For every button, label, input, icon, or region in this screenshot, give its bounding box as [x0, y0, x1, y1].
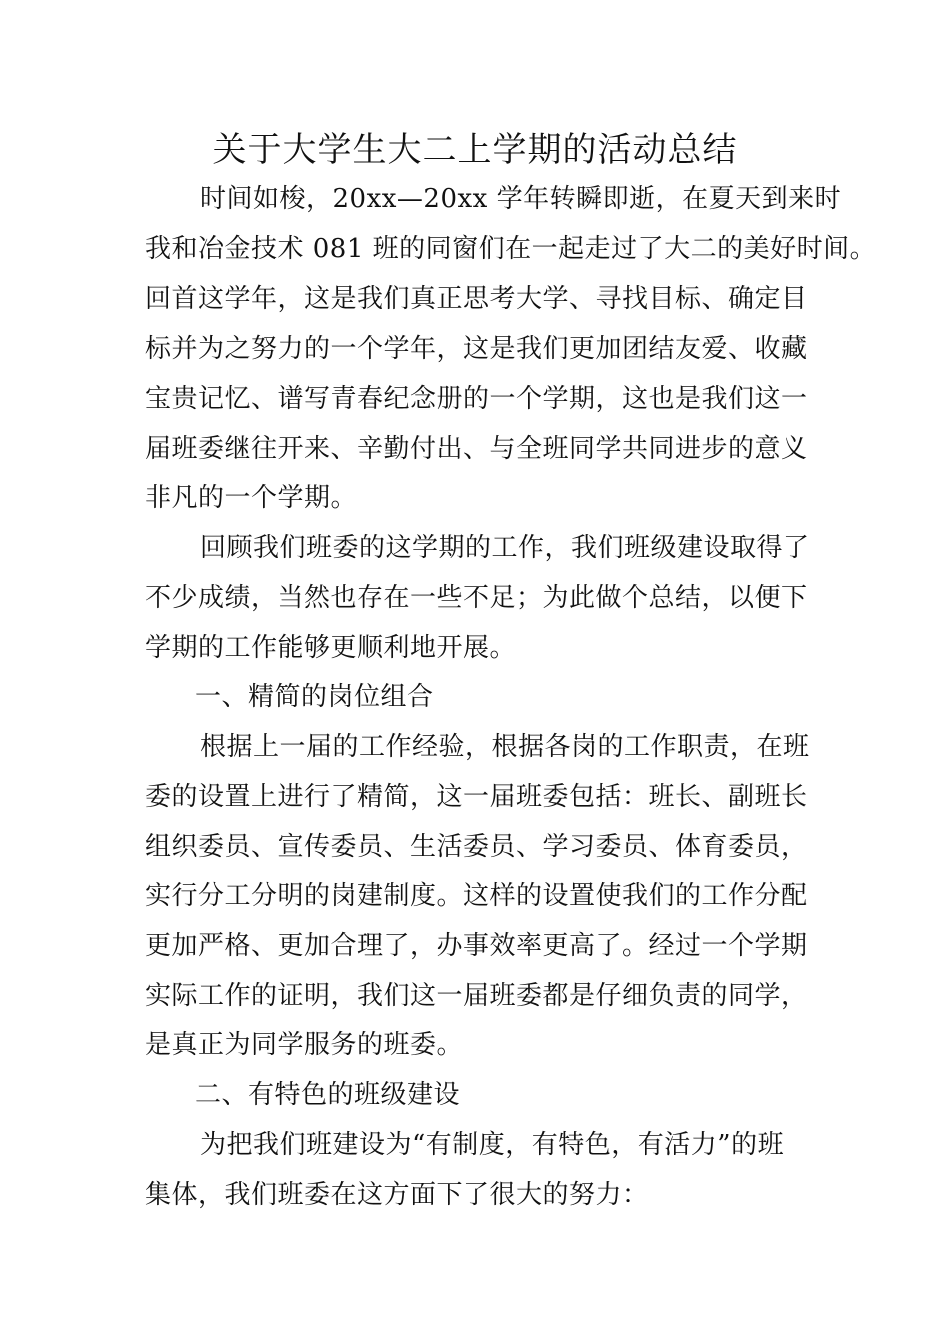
- paragraph-line: 不少成绩，当然也存在一些不足；为此做个总结，以便下: [145, 583, 808, 613]
- paragraph-line: 根据上一届的工作经验，根据各岗的工作职责，在班: [200, 732, 810, 762]
- paragraph-line: 标并为之努力的一个学年，这是我们更加团结友爱、收藏: [145, 334, 808, 364]
- paragraph-line: 委的设置上进行了精简，这一届班委包括：班长、副班长: [145, 782, 808, 812]
- document-title: 关于大学生大二上学期的活动总结: [212, 130, 738, 170]
- paragraph-line: 时间如梭，20xx—20xx 学年转瞬即逝，在夏天到来时: [200, 184, 842, 214]
- paragraph-line: 非凡的一个学期。: [145, 483, 358, 513]
- paragraph-line: 是真正为同学服务的班委。: [145, 1030, 464, 1060]
- paragraph-line: 回首这学年，这是我们真正思考大学、寻找目标、确定目: [145, 284, 808, 314]
- paragraph-line: 届班委继往开来、辛勤付出、与全班同学共同进步的意义: [145, 434, 808, 464]
- paragraph-line: 集体，我们班委在这方面下了很大的努力：: [145, 1180, 649, 1210]
- section-heading: 一、精简的岗位组合: [195, 682, 434, 712]
- paragraph-line: 为把我们班建设为“有制度，有特色，有活力”的班: [200, 1130, 785, 1160]
- paragraph-line: 实行分工分明的岗建制度。这样的设置使我们的工作分配: [145, 881, 808, 911]
- paragraph-line: 学期的工作能够更顺利地开展。: [145, 633, 517, 663]
- paragraph-line: 更加严格、更加合理了，办事效率更高了。经过一个学期: [145, 931, 808, 961]
- section-heading: 二、有特色的班级建设: [195, 1080, 461, 1110]
- paragraph-line: 组织委员、宣传委员、生活委员、学习委员、体育委员，: [145, 832, 808, 862]
- paragraph-line: 我和冶金技术 081 班的同窗们在一起走过了大二的美好时间。: [145, 234, 877, 264]
- paragraph-line: 回顾我们班委的这学期的工作，我们班级建设取得了: [200, 533, 810, 563]
- paragraph-line: 宝贵记忆、谱写青春纪念册的一个学期，这也是我们这一: [145, 384, 808, 414]
- paragraph-line: 实际工作的证明，我们这一届班委都是仔细负责的同学，: [145, 981, 808, 1011]
